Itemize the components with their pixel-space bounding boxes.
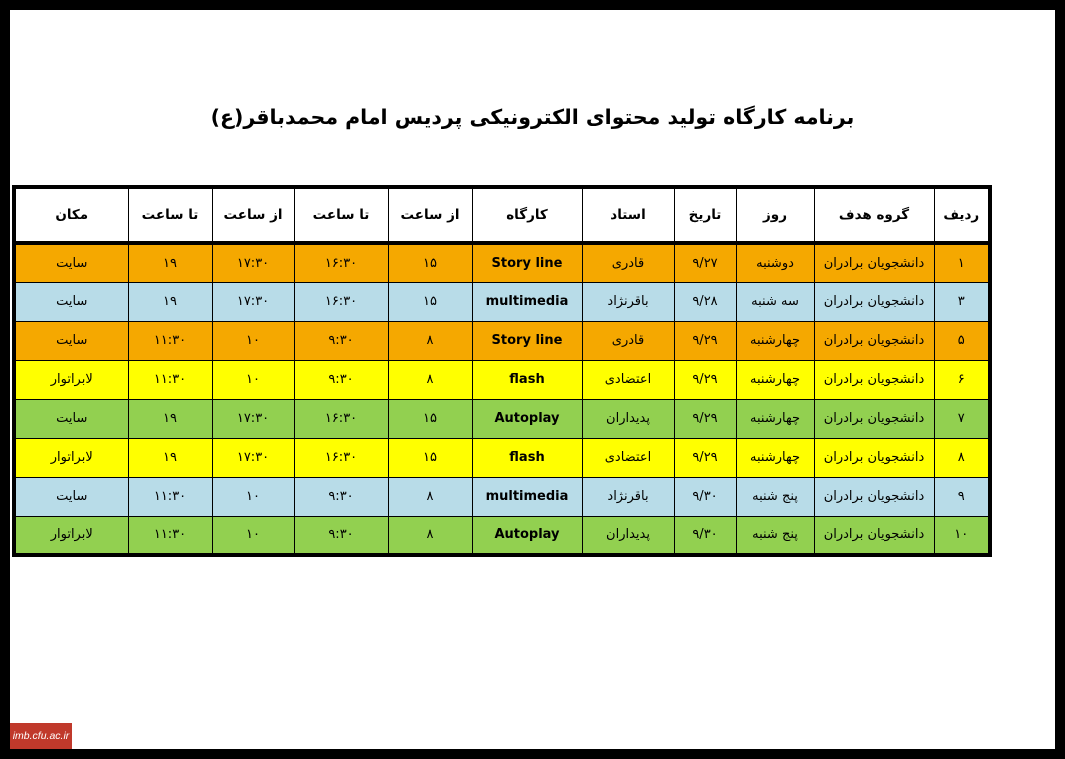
cell-teacher: پدیداران [582,399,674,438]
cell-teacher: قادری [582,321,674,360]
cell-day: چهارشنبه [736,399,814,438]
cell-workshop: flash [472,438,582,477]
cell-from-hour-1: ۱۵ [388,399,472,438]
cell-to-hour-2: ۱۱:۳۰ [128,516,212,555]
header-from-hour-2: از ساعت [212,187,294,243]
cell-day: چهارشنبه [736,321,814,360]
cell-row-number: ۳ [934,282,990,321]
cell-from-hour-2: ۱۷:۳۰ [212,243,294,282]
cell-day: سه شنبه [736,282,814,321]
cell-date: ۹/۲۹ [674,360,736,399]
cell-to-hour-1: ۱۶:۳۰ [294,438,388,477]
cell-row-number: ۶ [934,360,990,399]
cell-workshop: Autoplay [472,399,582,438]
cell-to-hour-2: ۱۹ [128,399,212,438]
cell-from-hour-1: ۱۵ [388,282,472,321]
cell-row-number: ۷ [934,399,990,438]
cell-workshop: multimedia [472,282,582,321]
cell-from-hour-2: ۱۰ [212,516,294,555]
cell-place: لابراتوار [14,438,128,477]
cell-to-hour-1: ۹:۳۰ [294,477,388,516]
cell-row-number: ۵ [934,321,990,360]
cell-target-group: دانشجویان برادران [814,243,934,282]
header-row-number: ردیف [934,187,990,243]
cell-to-hour-2: ۱۱:۳۰ [128,321,212,360]
cell-from-hour-1: ۱۵ [388,438,472,477]
cell-target-group: دانشجویان برادران [814,360,934,399]
cell-day: پنج شنبه [736,516,814,555]
table-row [14,243,990,282]
cell-day: دوشنبه [736,243,814,282]
cell-from-hour-2: ۱۷:۳۰ [212,282,294,321]
cell-from-hour-2: ۱۰ [212,360,294,399]
cell-to-hour-2: ۱۱:۳۰ [128,477,212,516]
table-row [14,477,990,516]
schedule-table [12,185,992,557]
cell-day: پنج شنبه [736,477,814,516]
cell-from-hour-2: ۱۰ [212,321,294,360]
header-from-hour-1: از ساعت [388,187,472,243]
cell-from-hour-2: ۱۰ [212,477,294,516]
cell-place: سایت [14,282,128,321]
cell-from-hour-1: ۸ [388,321,472,360]
cell-workshop: multimedia [472,477,582,516]
cell-row-number: ۸ [934,438,990,477]
cell-target-group: دانشجویان برادران [814,477,934,516]
table-row [14,516,990,555]
table-header-row [14,187,990,243]
cell-to-hour-1: ۱۶:۳۰ [294,399,388,438]
cell-workshop: flash [472,360,582,399]
document-sheet [10,10,1055,749]
cell-teacher: اعتضادی [582,360,674,399]
site-watermark: imb.cfu.ac.ir [10,723,72,749]
cell-target-group: دانشجویان برادران [814,321,934,360]
table-row [14,438,990,477]
cell-from-hour-1: ۸ [388,360,472,399]
header-day: روز [736,187,814,243]
header-workshop: کارگاه [472,187,582,243]
cell-place: لابراتوار [14,516,128,555]
cell-from-hour-1: ۸ [388,516,472,555]
cell-date: ۹/۲۷ [674,243,736,282]
table-row [14,360,990,399]
cell-from-hour-2: ۱۷:۳۰ [212,399,294,438]
cell-row-number: ۱۰ [934,516,990,555]
cell-to-hour-2: ۱۹ [128,243,212,282]
cell-day: چهارشنبه [736,438,814,477]
cell-date: ۹/۳۰ [674,516,736,555]
cell-to-hour-1: ۹:۳۰ [294,321,388,360]
header-date: تاریخ [674,187,736,243]
cell-workshop: Autoplay [472,516,582,555]
schedule-table-body [14,243,990,555]
cell-to-hour-1: ۱۶:۳۰ [294,243,388,282]
header-teacher: استاد [582,187,674,243]
cell-teacher: باقرنژاد [582,477,674,516]
cell-place: لابراتوار [14,360,128,399]
cell-date: ۹/۲۹ [674,321,736,360]
cell-date: ۹/۲۸ [674,282,736,321]
cell-target-group: دانشجویان برادران [814,282,934,321]
cell-teacher: اعتضادی [582,438,674,477]
cell-row-number: ۹ [934,477,990,516]
cell-to-hour-1: ۹:۳۰ [294,360,388,399]
cell-from-hour-1: ۱۵ [388,243,472,282]
cell-to-hour-2: ۱۹ [128,438,212,477]
header-to-hour-1: تا ساعت [294,187,388,243]
cell-target-group: دانشجویان برادران [814,399,934,438]
cell-workshop: Story line [472,243,582,282]
cell-to-hour-1: ۹:۳۰ [294,516,388,555]
table-row [14,399,990,438]
cell-row-number: ۱ [934,243,990,282]
header-place: مکان [14,187,128,243]
cell-to-hour-2: ۱۱:۳۰ [128,360,212,399]
cell-from-hour-1: ۸ [388,477,472,516]
cell-date: ۹/۲۹ [674,399,736,438]
cell-teacher: پدیداران [582,516,674,555]
cell-to-hour-2: ۱۹ [128,282,212,321]
cell-target-group: دانشجویان برادران [814,516,934,555]
cell-place: سایت [14,243,128,282]
cell-place: سایت [14,477,128,516]
cell-teacher: قادری [582,243,674,282]
cell-day: چهارشنبه [736,360,814,399]
schedule-table-head [14,187,990,243]
table-row [14,321,990,360]
cell-date: ۹/۲۹ [674,438,736,477]
header-target-group: گروه هدف [814,187,934,243]
header-to-hour-2: تا ساعت [128,187,212,243]
cell-to-hour-1: ۱۶:۳۰ [294,282,388,321]
cell-teacher: باقرنژاد [582,282,674,321]
schedule-table-container [50,185,992,557]
cell-workshop: Story line [472,321,582,360]
cell-place: سایت [14,399,128,438]
table-row [14,282,990,321]
page-title: برنامه کارگاه تولید محتوای الکترونیکی پردیس امام محمدباقر(ع) [210,105,855,129]
cell-place: سایت [14,321,128,360]
cell-date: ۹/۳۰ [674,477,736,516]
cell-from-hour-2: ۱۷:۳۰ [212,438,294,477]
cell-target-group: دانشجویان برادران [814,438,934,477]
